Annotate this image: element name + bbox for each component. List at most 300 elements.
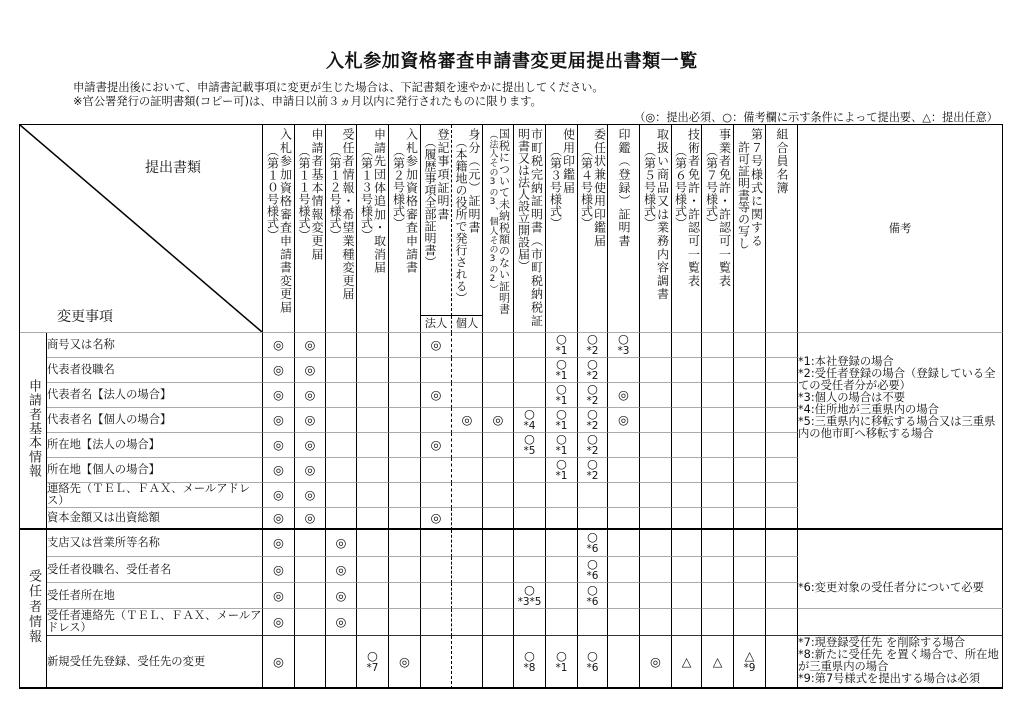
change-item-label: 資本金額又は出資総額 — [47, 508, 263, 530]
requirement-cell — [702, 557, 734, 583]
requirement-cell — [389, 583, 421, 609]
column-header-subtitle: （第６号様式） — [673, 145, 688, 229]
requirement-cell — [452, 530, 483, 557]
diagonal-stroke — [20, 125, 262, 332]
requirement-cell — [452, 433, 483, 458]
change-item-label: 代表者名【法人の場合】 — [47, 383, 263, 408]
page-title: 入札参加資格審査申請書変更届提出書類一覧 — [326, 51, 698, 72]
requirement-cell — [389, 609, 421, 636]
requirement-note: *9 — [743, 661, 756, 674]
required-mark: ◎ — [304, 362, 316, 377]
section-label-cell — [20, 333, 47, 530]
requirement-cell — [326, 557, 357, 583]
required-mark: ◎ — [273, 510, 284, 525]
required-mark: ◎ — [335, 614, 347, 629]
conditional-mark: ○ — [618, 333, 629, 346]
column-header-text — [421, 125, 451, 268]
requirement-cell — [326, 358, 357, 383]
requirement-cell — [483, 483, 514, 508]
requirement-cell — [546, 383, 578, 408]
requirement-cell — [295, 609, 326, 636]
requirement-note: *2 — [586, 470, 599, 482]
requirement-cell — [734, 557, 766, 583]
table-row — [20, 333, 1003, 358]
required-mark: ◎ — [618, 387, 629, 402]
requirement-cell — [640, 609, 672, 636]
conditional-mark: ○ — [524, 583, 535, 597]
requirement-cell — [766, 636, 798, 689]
requirement-cell — [295, 636, 326, 689]
required-mark: ◎ — [399, 653, 410, 669]
corner-label-documents: 提出書類 — [145, 160, 201, 176]
required-mark: ◎ — [430, 437, 442, 452]
conditional-mark: ○ — [587, 458, 598, 471]
requirement-note: *6 — [586, 661, 599, 674]
requirement-cell — [389, 458, 421, 483]
requirement-cell — [672, 583, 702, 609]
required-mark: ◎ — [304, 387, 316, 402]
requirement-cell — [452, 508, 483, 530]
requirement-cell — [702, 609, 734, 636]
remarks-cell — [798, 530, 1003, 609]
requirement-cell — [263, 458, 295, 483]
requirement-cell — [421, 358, 452, 383]
requirement-cell — [578, 530, 608, 557]
required-mark: ◎ — [430, 387, 442, 402]
conditional-mark: ○ — [556, 358, 567, 371]
requirement-cell — [546, 358, 578, 383]
optional-mark: △ — [681, 653, 692, 669]
column-header — [546, 125, 578, 333]
table-header — [20, 125, 1003, 333]
column-header-title: 申請先団体追加・取消届 — [372, 128, 387, 275]
requirement-cell — [326, 433, 357, 458]
column-header-title: 申請者基本情報変更届 — [310, 128, 324, 261]
column-header-text — [672, 125, 701, 288]
requirement-cell — [578, 358, 608, 383]
column-header-title: 受任者情報・希望業種変更届 — [341, 128, 355, 301]
requirement-cell — [734, 483, 766, 508]
requirement-note: *2 — [586, 370, 599, 382]
requirement-cell — [672, 557, 702, 583]
requirement-cell — [766, 408, 798, 433]
requirement-cell — [452, 458, 483, 483]
remark-line: *8:新たに受任先 を置く場合で、所在地が三重県内の場合 — [798, 648, 999, 673]
requirement-cell — [734, 530, 766, 557]
column-header-subtitle: 明書又は法人設立開設届） — [516, 128, 531, 272]
requirement-cell — [546, 583, 578, 609]
requirement-cell — [672, 458, 702, 483]
instruction-note: 申請書提出後において、申請書記載事項に変更が生じた場合は、下記書類を速やかに提出してください。 — [73, 81, 604, 94]
requirement-cell — [766, 557, 798, 583]
change-item-label: 代表者役職名 — [47, 358, 263, 383]
requirement-cell — [357, 433, 389, 458]
requirement-note: *2 — [586, 445, 599, 457]
conditional-mark: ○ — [587, 383, 598, 396]
column-header-text — [263, 125, 294, 314]
requirement-cell — [389, 483, 421, 508]
requirement-cell — [702, 458, 734, 483]
requirement-cell — [295, 433, 326, 458]
column-header-subtitle: （第１３号様式） — [359, 145, 374, 241]
requirement-cell — [514, 530, 546, 557]
corner-label-changes: 変更事項 — [57, 309, 113, 325]
required-mark: ◎ — [304, 487, 316, 502]
remarks-cell — [798, 609, 1003, 636]
requirement-cell — [608, 358, 640, 383]
required-mark: ◎ — [430, 337, 442, 352]
requirement-cell — [295, 583, 326, 609]
requirement-cell — [263, 433, 295, 458]
requirement-cell — [640, 508, 672, 530]
requirement-cell — [483, 636, 514, 689]
column-header-subtitle: （本籍地の役所で発行される） — [454, 136, 468, 304]
column-header — [452, 125, 483, 316]
column-header-title: 使用印鑑届 — [561, 128, 576, 195]
submission-documents-table — [19, 124, 1003, 689]
column-header-text — [389, 125, 420, 274]
remark-line: *7:現登録受任先 を削除する場合 — [798, 636, 966, 649]
requirement-cell — [452, 483, 483, 508]
table-body — [20, 333, 1003, 689]
remark-line: *9:第7号様式を提出する場合は必須 — [798, 672, 980, 685]
requirement-cell — [766, 358, 798, 383]
requirement-cell — [421, 530, 452, 557]
conditional-mark: ○ — [556, 333, 567, 346]
column-header-title: 委任状兼使用印鑑届 — [592, 128, 607, 248]
requirement-cell — [702, 383, 734, 408]
requirement-cell — [546, 458, 578, 483]
requirement-cell — [357, 583, 389, 609]
conditional-mark: ○ — [556, 647, 567, 663]
requirement-cell — [421, 508, 452, 530]
conditional-mark: ○ — [587, 583, 598, 597]
requirement-cell — [640, 433, 672, 458]
conditional-mark: ○ — [587, 358, 598, 371]
requirement-cell — [578, 483, 608, 508]
column-header-subtitle: （第１０号様式） — [265, 145, 280, 241]
requirement-cell — [640, 557, 672, 583]
conditional-mark: ○ — [367, 647, 378, 663]
requirement-cell — [452, 383, 483, 408]
requirement-cell — [295, 383, 326, 408]
required-mark: ◎ — [618, 412, 629, 427]
requirement-cell — [514, 458, 546, 483]
requirement-cell — [326, 458, 357, 483]
requirement-cell — [295, 408, 326, 433]
required-mark: ◎ — [273, 362, 284, 377]
remark-line: *5:三重県内に移転する場合又は三重県内の他市町へ移転する場合 — [798, 415, 996, 440]
remark-line: *6:変更対象の受任者分について必要 — [798, 581, 984, 594]
change-item-label: 所在地【個人の場合】 — [47, 458, 263, 483]
requirement-cell — [452, 557, 483, 583]
requirement-cell — [702, 358, 734, 383]
column-header-text — [766, 125, 797, 195]
requirement-cell — [263, 383, 295, 408]
required-mark: ◎ — [304, 510, 316, 525]
requirement-cell — [295, 557, 326, 583]
requirement-cell — [389, 358, 421, 383]
requirement-cell — [608, 636, 640, 689]
requirement-cell — [546, 483, 578, 508]
column-header-text — [295, 125, 325, 261]
column-header-title: 入札参加資格審査申請書変更届 — [278, 128, 293, 315]
column-header-text — [702, 125, 733, 288]
requirement-cell — [389, 636, 421, 689]
requirement-cell — [734, 508, 766, 530]
requirement-cell — [578, 458, 608, 483]
column-header-subtitle: （第７号様式） — [704, 145, 719, 229]
requirement-cell — [640, 458, 672, 483]
requirement-cell — [546, 557, 578, 583]
column-header-title: 第７号様式に関する — [749, 128, 764, 248]
requirement-cell — [734, 609, 766, 636]
diagonal-line — [20, 125, 262, 332]
requirement-note: *1 — [555, 445, 568, 457]
requirement-cell — [326, 583, 357, 609]
remarks-cell — [798, 636, 1003, 689]
requirement-note: *6 — [586, 543, 599, 555]
requirement-cell — [766, 609, 798, 636]
requirement-cell — [546, 530, 578, 557]
requirement-note: *5 — [523, 445, 536, 457]
column-header-subtitle: （第５号様式） — [642, 145, 657, 229]
required-mark: ◎ — [273, 614, 284, 629]
requirement-cell — [640, 333, 672, 358]
required-mark: ◎ — [273, 462, 284, 477]
requirement-cell — [578, 333, 608, 358]
requirement-cell — [263, 530, 295, 557]
requirement-cell — [421, 458, 452, 483]
column-header-title: 入札参加資格審査申請書 — [404, 128, 419, 275]
requirement-cell — [452, 358, 483, 383]
requirement-cell — [389, 408, 421, 433]
change-item-label: 支店又は営業所等名称 — [47, 530, 263, 557]
required-mark: ◎ — [273, 412, 284, 427]
requirement-cell — [546, 408, 578, 433]
column-header — [514, 125, 546, 333]
requirement-note: *1 — [555, 420, 568, 432]
requirement-cell — [389, 530, 421, 557]
requirement-note: *1 — [555, 345, 568, 357]
requirement-cell — [766, 383, 798, 408]
change-item-label: 代表者名【個人の場合】 — [47, 408, 263, 433]
requirement-cell — [452, 609, 483, 636]
requirement-cell — [263, 408, 295, 433]
requirement-cell — [357, 609, 389, 636]
entity-subheader-corporate: 法人 — [421, 316, 452, 333]
entity-subheader-individual: 個人 — [452, 316, 483, 333]
requirement-cell — [514, 557, 546, 583]
column-header-text — [608, 125, 639, 248]
requirement-cell — [421, 408, 452, 433]
requirement-cell — [702, 333, 734, 358]
requirement-cell — [672, 530, 702, 557]
requirement-cell — [766, 433, 798, 458]
requirement-cell — [608, 333, 640, 358]
requirement-cell — [702, 483, 734, 508]
required-mark: ◎ — [273, 387, 284, 402]
column-header — [702, 125, 734, 333]
requirement-cell — [483, 458, 514, 483]
requirement-cell — [357, 483, 389, 508]
requirement-cell — [578, 508, 608, 530]
requirement-cell — [421, 609, 452, 636]
requirement-cell — [452, 636, 483, 689]
column-header-title: 事業者免許・許認可一覧表 — [717, 128, 732, 288]
requirement-cell — [483, 408, 514, 433]
requirement-cell — [357, 383, 389, 408]
required-mark: ◎ — [335, 561, 347, 577]
column-header-title: 組合員名簿 — [775, 128, 789, 195]
requirement-cell — [263, 333, 295, 358]
required-mark: ◎ — [335, 587, 347, 603]
requirement-cell — [578, 609, 608, 636]
requirement-cell — [357, 530, 389, 557]
table-row — [20, 636, 1003, 689]
requirement-cell — [766, 483, 798, 508]
requirement-cell — [734, 358, 766, 383]
column-header — [672, 125, 702, 333]
requirement-cell — [357, 333, 389, 358]
requirement-cell — [640, 530, 672, 557]
section-label: 申請者基本情報 — [26, 379, 41, 479]
requirement-cell — [672, 383, 702, 408]
column-header — [326, 125, 357, 333]
change-item-label: 所在地【法人の場合】 — [47, 433, 263, 458]
requirement-cell — [389, 433, 421, 458]
requirement-cell — [702, 408, 734, 433]
column-header — [766, 125, 798, 333]
requirement-cell — [295, 508, 326, 530]
requirement-cell — [295, 458, 326, 483]
requirement-note: *1 — [555, 470, 568, 482]
column-header — [263, 125, 295, 333]
requirement-cell — [702, 636, 734, 689]
requirement-cell — [640, 358, 672, 383]
requirement-note: *6 — [586, 569, 599, 582]
requirement-note: *8 — [523, 661, 536, 674]
optional-mark: △ — [744, 647, 755, 663]
conditional-mark: ○ — [556, 458, 567, 471]
requirement-cell — [672, 508, 702, 530]
requirement-cell — [608, 433, 640, 458]
column-header — [608, 125, 640, 333]
required-mark: ◎ — [273, 535, 284, 550]
requirement-cell — [608, 483, 640, 508]
conditional-mark: ○ — [587, 557, 598, 571]
corner-header-cell — [20, 125, 263, 333]
requirement-cell — [546, 609, 578, 636]
requirement-cell — [389, 333, 421, 358]
requirement-cell — [766, 333, 798, 358]
requirement-cell — [608, 458, 640, 483]
requirement-cell — [326, 508, 357, 530]
requirement-note: *3 — [617, 345, 630, 357]
requirement-cell — [514, 383, 546, 408]
requirement-cell — [734, 458, 766, 483]
column-header-subtitle: （第１１号様式） — [297, 145, 311, 241]
remark-line: *1:本社登録の場合 — [798, 355, 894, 368]
requirement-cell — [263, 636, 295, 689]
remarks-header: 備考 — [798, 125, 1003, 333]
requirement-cell — [578, 583, 608, 609]
requirement-cell — [640, 408, 672, 433]
required-mark: ◎ — [273, 437, 284, 452]
requirement-cell — [672, 333, 702, 358]
requirement-note: *3*5 — [517, 595, 542, 608]
requirement-cell — [640, 483, 672, 508]
conditional-mark: ○ — [587, 333, 598, 346]
requirement-cell — [514, 408, 546, 433]
column-header-subtitle: （第３号様式） — [548, 145, 563, 229]
required-mark: ◎ — [304, 462, 316, 477]
column-header-text — [734, 125, 765, 249]
required-mark: ◎ — [273, 587, 284, 603]
section-label-cell — [20, 530, 47, 689]
requirement-cell — [546, 636, 578, 689]
column-header-title: 印鑑（登録）証明書 — [617, 128, 631, 248]
requirement-cell — [421, 433, 452, 458]
requirement-cell — [514, 636, 546, 689]
requirement-cell — [766, 530, 798, 557]
change-item-label: 商号又は名称 — [47, 333, 263, 358]
conditional-mark: ○ — [556, 433, 567, 446]
requirement-note: *6 — [586, 595, 599, 608]
requirement-cell — [734, 383, 766, 408]
column-header-text — [514, 125, 545, 328]
column-header-subtitle: 許可証明書等の写し — [736, 141, 751, 249]
requirement-cell — [483, 583, 514, 609]
requirement-note: *1 — [555, 395, 568, 407]
column-header — [483, 125, 514, 333]
requirement-cell — [357, 557, 389, 583]
requirement-cell — [640, 636, 672, 689]
column-header-title: 国税について未納税額のない証明書 — [497, 128, 511, 316]
required-mark: ◎ — [273, 653, 284, 669]
column-header-title: 技術者免許・許認可一覧表 — [686, 128, 701, 288]
column-header-text — [357, 125, 388, 274]
table-row — [20, 530, 1003, 557]
column-header-text — [640, 125, 671, 301]
requirement-cell — [357, 458, 389, 483]
legend: （◎：提出必須、○：備考欄に示す条件によって提出要、△：提出任意） — [634, 111, 998, 124]
requirement-cell — [514, 483, 546, 508]
column-header-title: 身分（元）証明書 — [467, 128, 481, 235]
requirement-cell — [357, 636, 389, 689]
requirement-cell — [514, 333, 546, 358]
change-item-label: 連絡先（ＴＥＬ、ＦＡＸ、メールアドレス） — [47, 483, 263, 508]
requirement-cell — [766, 508, 798, 530]
requirement-cell — [608, 408, 640, 433]
conditional-mark: ○ — [556, 408, 567, 421]
requirement-cell — [766, 458, 798, 483]
change-item-label: 受任者所在地 — [47, 583, 263, 609]
requirement-cell — [326, 333, 357, 358]
requirement-cell — [514, 609, 546, 636]
requirement-cell — [640, 583, 672, 609]
requirement-cell — [452, 583, 483, 609]
required-mark: ◎ — [492, 412, 504, 427]
requirement-cell — [483, 609, 514, 636]
required-mark: ◎ — [335, 535, 347, 550]
requirement-cell — [483, 433, 514, 458]
requirement-cell — [672, 433, 702, 458]
required-mark: ◎ — [430, 510, 442, 525]
requirement-cell — [326, 530, 357, 557]
requirement-cell — [295, 483, 326, 508]
conditional-mark: ○ — [587, 433, 598, 446]
